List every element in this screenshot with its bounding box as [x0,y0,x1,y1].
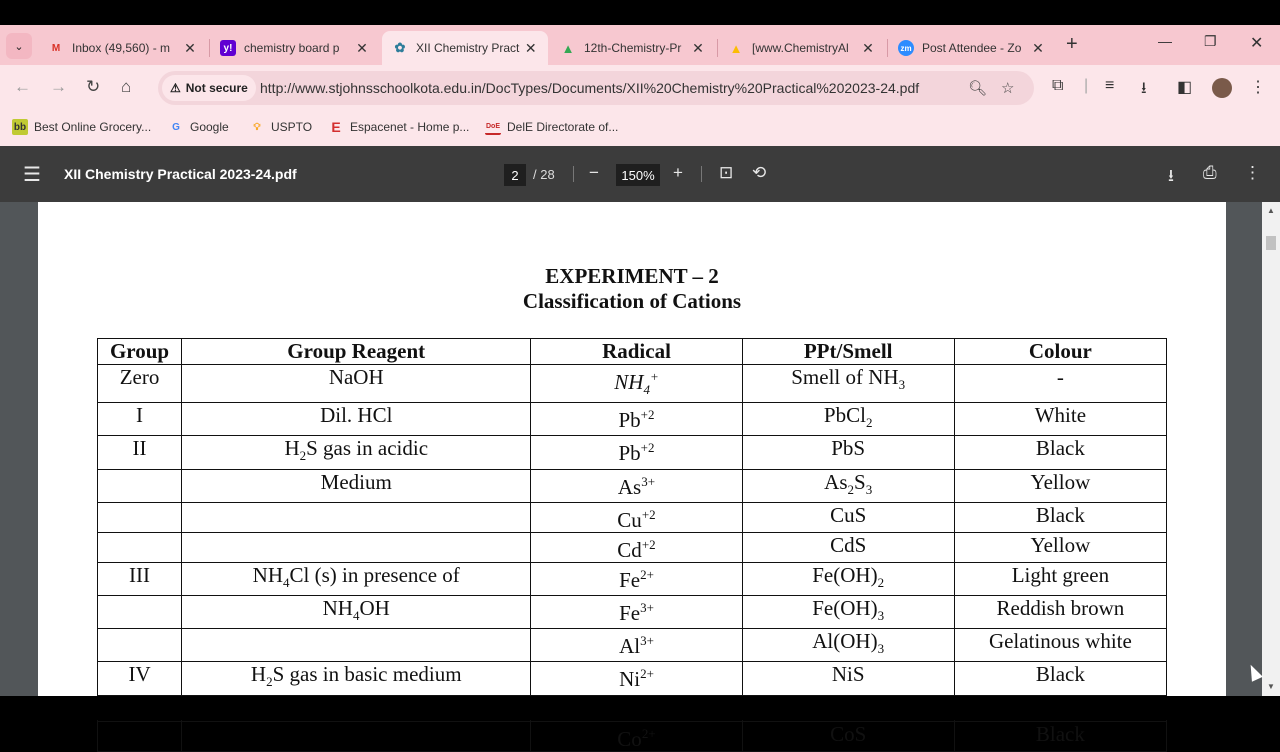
print-icon[interactable]: ⎙ [1203,163,1217,182]
table-row [98,562,1167,595]
minimize-icon[interactable]: — [1158,33,1172,49]
cell-reagent [182,532,531,562]
header-radical: Radical [531,339,742,365]
tab-strip [0,25,1280,65]
more-options-icon[interactable]: ⋮ [1244,163,1261,182]
cell-colour: Black [954,662,1166,695]
extensions-icon[interactable]: ⧉ [1052,77,1064,94]
cell-colour: Black [954,502,1166,532]
cell-reagent [182,629,531,662]
tab-title: 12th-Chemistry-Pr [584,41,682,55]
tab-title: chemistry board p [244,41,340,55]
cell-radical: $Cd^{+2}$ [531,532,742,562]
cell-ppt: CuS [742,502,954,532]
table-row [98,365,1167,403]
tab-title: Inbox (49,560) - m [72,41,171,55]
table-row [98,469,1167,502]
cations-table [97,338,1167,752]
cell-ppt: CoS [742,721,954,751]
toolbar-divider [701,166,702,182]
bookmark-dele[interactable] [485,119,618,135]
cell-reagent: $NH_4Cl$ (s) in presence of [182,562,531,595]
header-group: Group [98,339,182,365]
zoom-level-input[interactable]: 150% [616,164,660,186]
cell-reagent [182,502,531,532]
cell-radical: $Ni^{2+}$ [531,662,742,695]
side-panel-icon[interactable]: ◧ [1177,79,1193,96]
experiment-heading: EXPERIMENT – 2 [545,264,719,288]
menu-kebab-icon[interactable]: ⋮ [1250,79,1266,96]
cell-ppt: $Fe(OH)_3$ [742,595,954,628]
cell-colour: Reddish brown [954,595,1166,628]
cell-group [98,595,182,628]
cell-group: III [98,562,182,595]
table-row [98,436,1167,469]
back-icon[interactable]: ← [14,77,31,96]
close-icon[interactable]: ✕ [1032,39,1044,56]
bookmark-label: USPTO [271,120,313,134]
yahoo-icon: y! [220,40,236,56]
espacenet-icon: E [331,119,341,135]
cell-reagent: Medium [182,469,531,502]
cell-radical: $As^{3+}$ [531,469,742,502]
bigbasket-icon: bb [12,119,28,135]
cell-group [98,629,182,662]
cell-colour: Yellow [954,532,1166,562]
cell-colour: Light green [954,562,1166,595]
cell-colour: White [954,403,1166,436]
cell-reagent: NaOH [182,365,531,403]
cell-colour: Gelatinous white [954,629,1166,662]
zoom-in-icon[interactable]: + [673,163,683,182]
cell-ppt: $Al(OH)_3$ [742,629,954,662]
not-secure-label: Not secure [185,81,248,95]
bookmark-label: DelE Directorate of... [507,120,619,134]
media-control-icon[interactable]: ≡ [1105,77,1115,94]
cell-group: II [98,436,182,469]
toolbar-divider: | [1084,77,1089,94]
tab-title: Post Attendee - Zo [922,41,1022,55]
tab-search-button[interactable] [6,33,32,59]
tab-drive-12th[interactable] [550,31,716,65]
download-icon[interactable]: ⭳ [1168,166,1174,185]
cell-reagent: $H_2S$ gas in basic medium [182,662,531,695]
table-row [98,662,1167,695]
tab-gmail[interactable] [38,31,208,65]
cell-group: IV [98,662,182,695]
cell-radical: $Co^{2+}$ [531,721,742,751]
bookmark-espacenet[interactable] [328,119,469,135]
cell-ppt: PbS [742,436,954,469]
window-close-icon[interactable]: ✕ [1250,35,1264,52]
cell-colour: - [954,365,1166,403]
tab-yahoo[interactable] [210,31,380,65]
cell-ppt: $Fe(OH)_2$ [742,562,954,595]
bookmark-grocery[interactable] [12,119,151,135]
zoom-out-icon[interactable]: − [589,163,599,182]
bookmark-label: Espacenet - Home p... [350,120,470,134]
cell-colour: Black [954,721,1166,751]
google-icon: G [172,121,180,133]
cell-reagent: Dil. HCl [182,403,531,436]
tab-title: [www.ChemistryAl [752,41,849,55]
doe-icon: DoE [485,119,501,135]
cell-group [98,469,182,502]
home-icon[interactable]: ⌂ [121,77,132,96]
cell-radical: $NH_4^+$ [531,365,742,403]
cell-group: I [98,403,182,436]
drive-icon: ▲ [561,40,575,56]
new-tab-button[interactable]: + [1066,33,1078,55]
cell-group: Zero [98,365,182,403]
cell-ppt: $As_2S_3$ [742,469,954,502]
bookmarks-bar [0,111,1280,146]
zoom-icon: zm [898,40,914,56]
cell-radical: $Pb^{+2}$ [531,436,742,469]
experiment-subheading: Classification of Cations [522,289,742,313]
bookmark-label: Google [190,120,229,134]
scroll-down-icon[interactable]: ▼ [1267,682,1275,691]
screen-bottom-border [0,696,1280,720]
bookmark-google[interactable] [168,119,229,135]
lightbulb-icon: 💡︎ [253,121,261,133]
table-header-row [98,339,1167,365]
cell-radical: $Pb^{+2}$ [531,403,742,436]
profile-avatar[interactable] [1212,78,1232,98]
table-row [98,595,1167,628]
downloads-icon[interactable]: ⭳ [1141,80,1147,97]
browser-toolbar [0,65,1280,111]
sidebar-menu-icon[interactable]: ☰ [23,164,41,186]
tab-title: XII Chemistry Pract [416,41,520,55]
table-row [98,502,1167,532]
bookmark-label: Best Online Grocery... [34,120,152,134]
cell-ppt: NiS [742,662,954,695]
tab-zoom[interactable] [888,31,1056,65]
toolbar-divider [573,166,574,182]
cell-radical: $Fe^{2+}$ [531,562,742,595]
screen-top-border [0,0,1280,25]
cell-group [98,721,182,751]
close-icon[interactable]: ✕ [356,39,368,56]
cell-reagent [182,721,531,751]
pdf-page [38,202,1226,751]
header-reagent: Group Reagent [182,339,531,365]
pdf-title: XII Chemistry Practical 2023-24.pdf [64,166,297,182]
cell-radical: $Fe^{3+}$ [531,595,742,628]
tab-drive-chemistry[interactable] [718,31,886,65]
cell-radical: $Al^{3+}$ [531,629,742,662]
rotate-icon[interactable]: ⟲ [752,163,767,182]
pdf-viewer[interactable] [0,202,1262,751]
drive-icon: ▲ [729,40,743,56]
header-colour: Colour [954,339,1166,365]
restore-icon[interactable]: ❐ [1204,33,1217,49]
scroll-up-icon[interactable]: ▲ [1267,206,1275,215]
reload-icon[interactable]: ↻ [86,77,101,96]
page-number-input[interactable]: 2 [504,164,526,186]
site-info-button[interactable] [162,75,256,101]
cell-reagent: $NH_4OH$ [182,595,531,628]
cell-group [98,502,182,532]
web-icon: ✿ [394,40,406,55]
address-bar[interactable] [158,71,1034,105]
warning-icon: ⚠ [170,81,181,95]
forward-icon[interactable]: → [50,77,67,96]
cell-colour: Yellow [954,469,1166,502]
zoom-magnifier-icon[interactable]: 🔍︎ [968,80,988,97]
tab-xii-chemistry[interactable] [382,31,548,65]
cell-reagent: $H_2S$ gas in acidic [182,436,531,469]
cell-ppt: Smell of $NH_3$ [742,365,954,403]
close-icon[interactable]: ✕ [692,39,704,56]
table-row [98,403,1167,436]
close-icon[interactable]: ✕ [862,39,874,56]
cell-group [98,532,182,562]
scroll-thumb[interactable] [1266,236,1276,250]
cell-ppt: PbCl$_2$ [742,403,954,436]
bookmark-star-icon[interactable]: ☆ [1001,80,1015,97]
header-ppt: PPt/Smell [742,339,954,365]
cell-colour: Black [954,436,1166,469]
chevron-down-icon: ⌄ [14,40,24,53]
table-row [98,629,1167,662]
pdf-toolbar [0,146,1280,202]
close-icon[interactable]: ✕ [184,39,196,56]
page-count: / 28 [533,167,555,182]
cell-ppt: CdS [742,532,954,562]
url-text[interactable]: http://www.stjohnsschoolkota.edu.in/DocTypes/Documents/XII%20Chemistry%20Practical%202023-24.pdf [260,80,920,96]
vertical-scrollbar[interactable] [1262,202,1280,696]
close-icon[interactable]: ✕ [524,39,537,56]
cell-radical: $Cu^{+2}$ [531,502,742,532]
fit-page-icon[interactable]: ⊡ [719,163,734,182]
table-row [98,721,1167,751]
bookmark-uspto[interactable] [249,119,312,135]
table-row [98,532,1167,562]
gmail-icon: M [51,42,61,54]
